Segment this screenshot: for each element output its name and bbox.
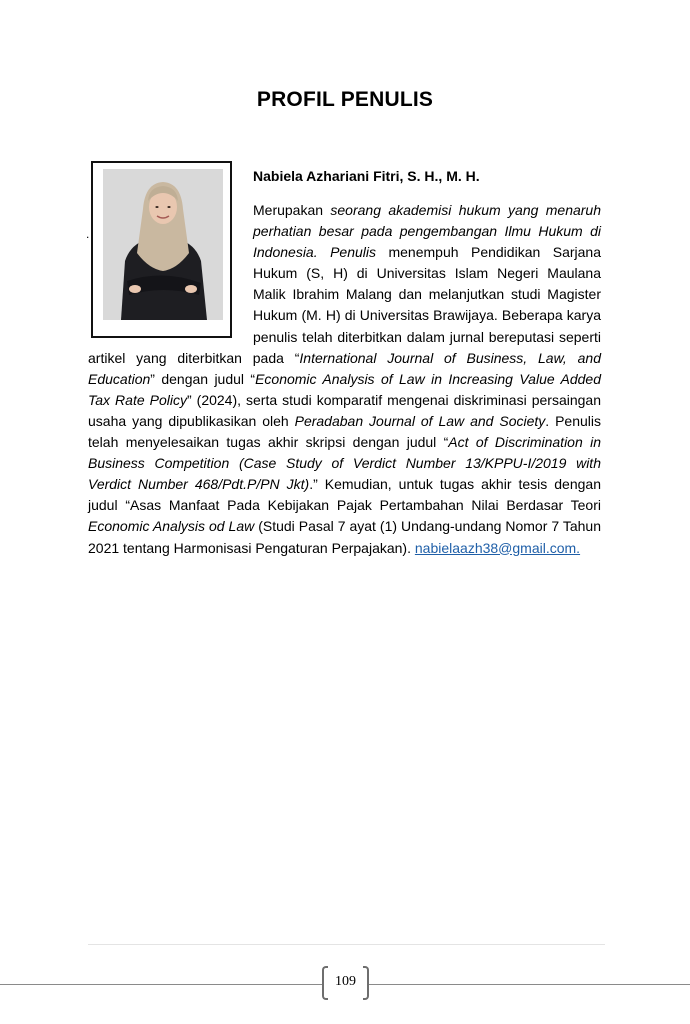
bio-segment: ” dengan judul “ [150, 370, 256, 387]
footer-divider [88, 944, 605, 945]
bio-segment: .” Kemudian, untuk tugas akhir tesis dengan judul “Asas Manfaat Pada Kebijakan Pajak Pertambahan Nilai Berdasar Teori [88, 476, 601, 514]
bio-segment: menempuh Pendidikan Sarjana Hukum (S, H) di Universitas Islam Negeri Maulana Malik Ibrahim Malang dan melanjutkan studi Magister Hukum (M. H) di Universitas Brawijaya. Beberapa karya penulis telah diterbitkan dalam jurnal bereputasi seperti artikel yang diterbitkan pada “ [88, 244, 601, 366]
bio-segment: Merupakan [253, 202, 331, 218]
journal-name-italic: Peradaban Journal of Law and Society [294, 412, 546, 429]
page-number-line-right [369, 984, 690, 985]
email-link[interactable]: nabielaazh38@gmail.com. [414, 539, 581, 556]
author-name: Nabiela Azhariani Fitri, S. H., M. H. [253, 168, 480, 184]
thesis-title-italic: Act of Discrimination in Business Competition (Case Study of Verdict Number 13/KPPU-I/2019 with Verdict Number 468/Pdt.P/PN Jkt) [88, 434, 601, 493]
page-title: PROFIL PENULIS [256, 88, 434, 111]
bio-segment: ” (2024), serta studi komparatif mengenai diskriminasi persaingan usaha yang dipublikasikan oleh [88, 391, 601, 429]
photo-text-wrap-spacer [88, 200, 253, 345]
bullet-mark: . [86, 227, 90, 241]
journal-name-italic: International Journal of Business, Law, and Education [88, 349, 601, 387]
author-bio [88, 200, 601, 559]
article-title-italic: Economic Analysis of Law in Increasing Value Added Tax Rate Policy [88, 370, 601, 408]
theory-name-italic: Economic Analysis od Law [88, 518, 255, 535]
page-number: 109 [335, 974, 356, 989]
bio-segment: . Penulis telah menyelesaikan tugas akhir skripsi dengan judul “ [88, 412, 601, 451]
page-number-bracket-right [363, 966, 369, 1000]
bio-italic-segment: seorang akademisi hukum yang menaruh perhatian besar pada pengembangan Ilmu Hukum di Indonesia. Penulis [253, 202, 602, 261]
page-number-line-left [0, 984, 322, 985]
bio-segment: (Studi Pasal 7 ayat (1) Undang-undang Nomor 7 Tahun 2021 tentang Harmonisasi Pengaturan Perpajakan). [88, 518, 601, 556]
